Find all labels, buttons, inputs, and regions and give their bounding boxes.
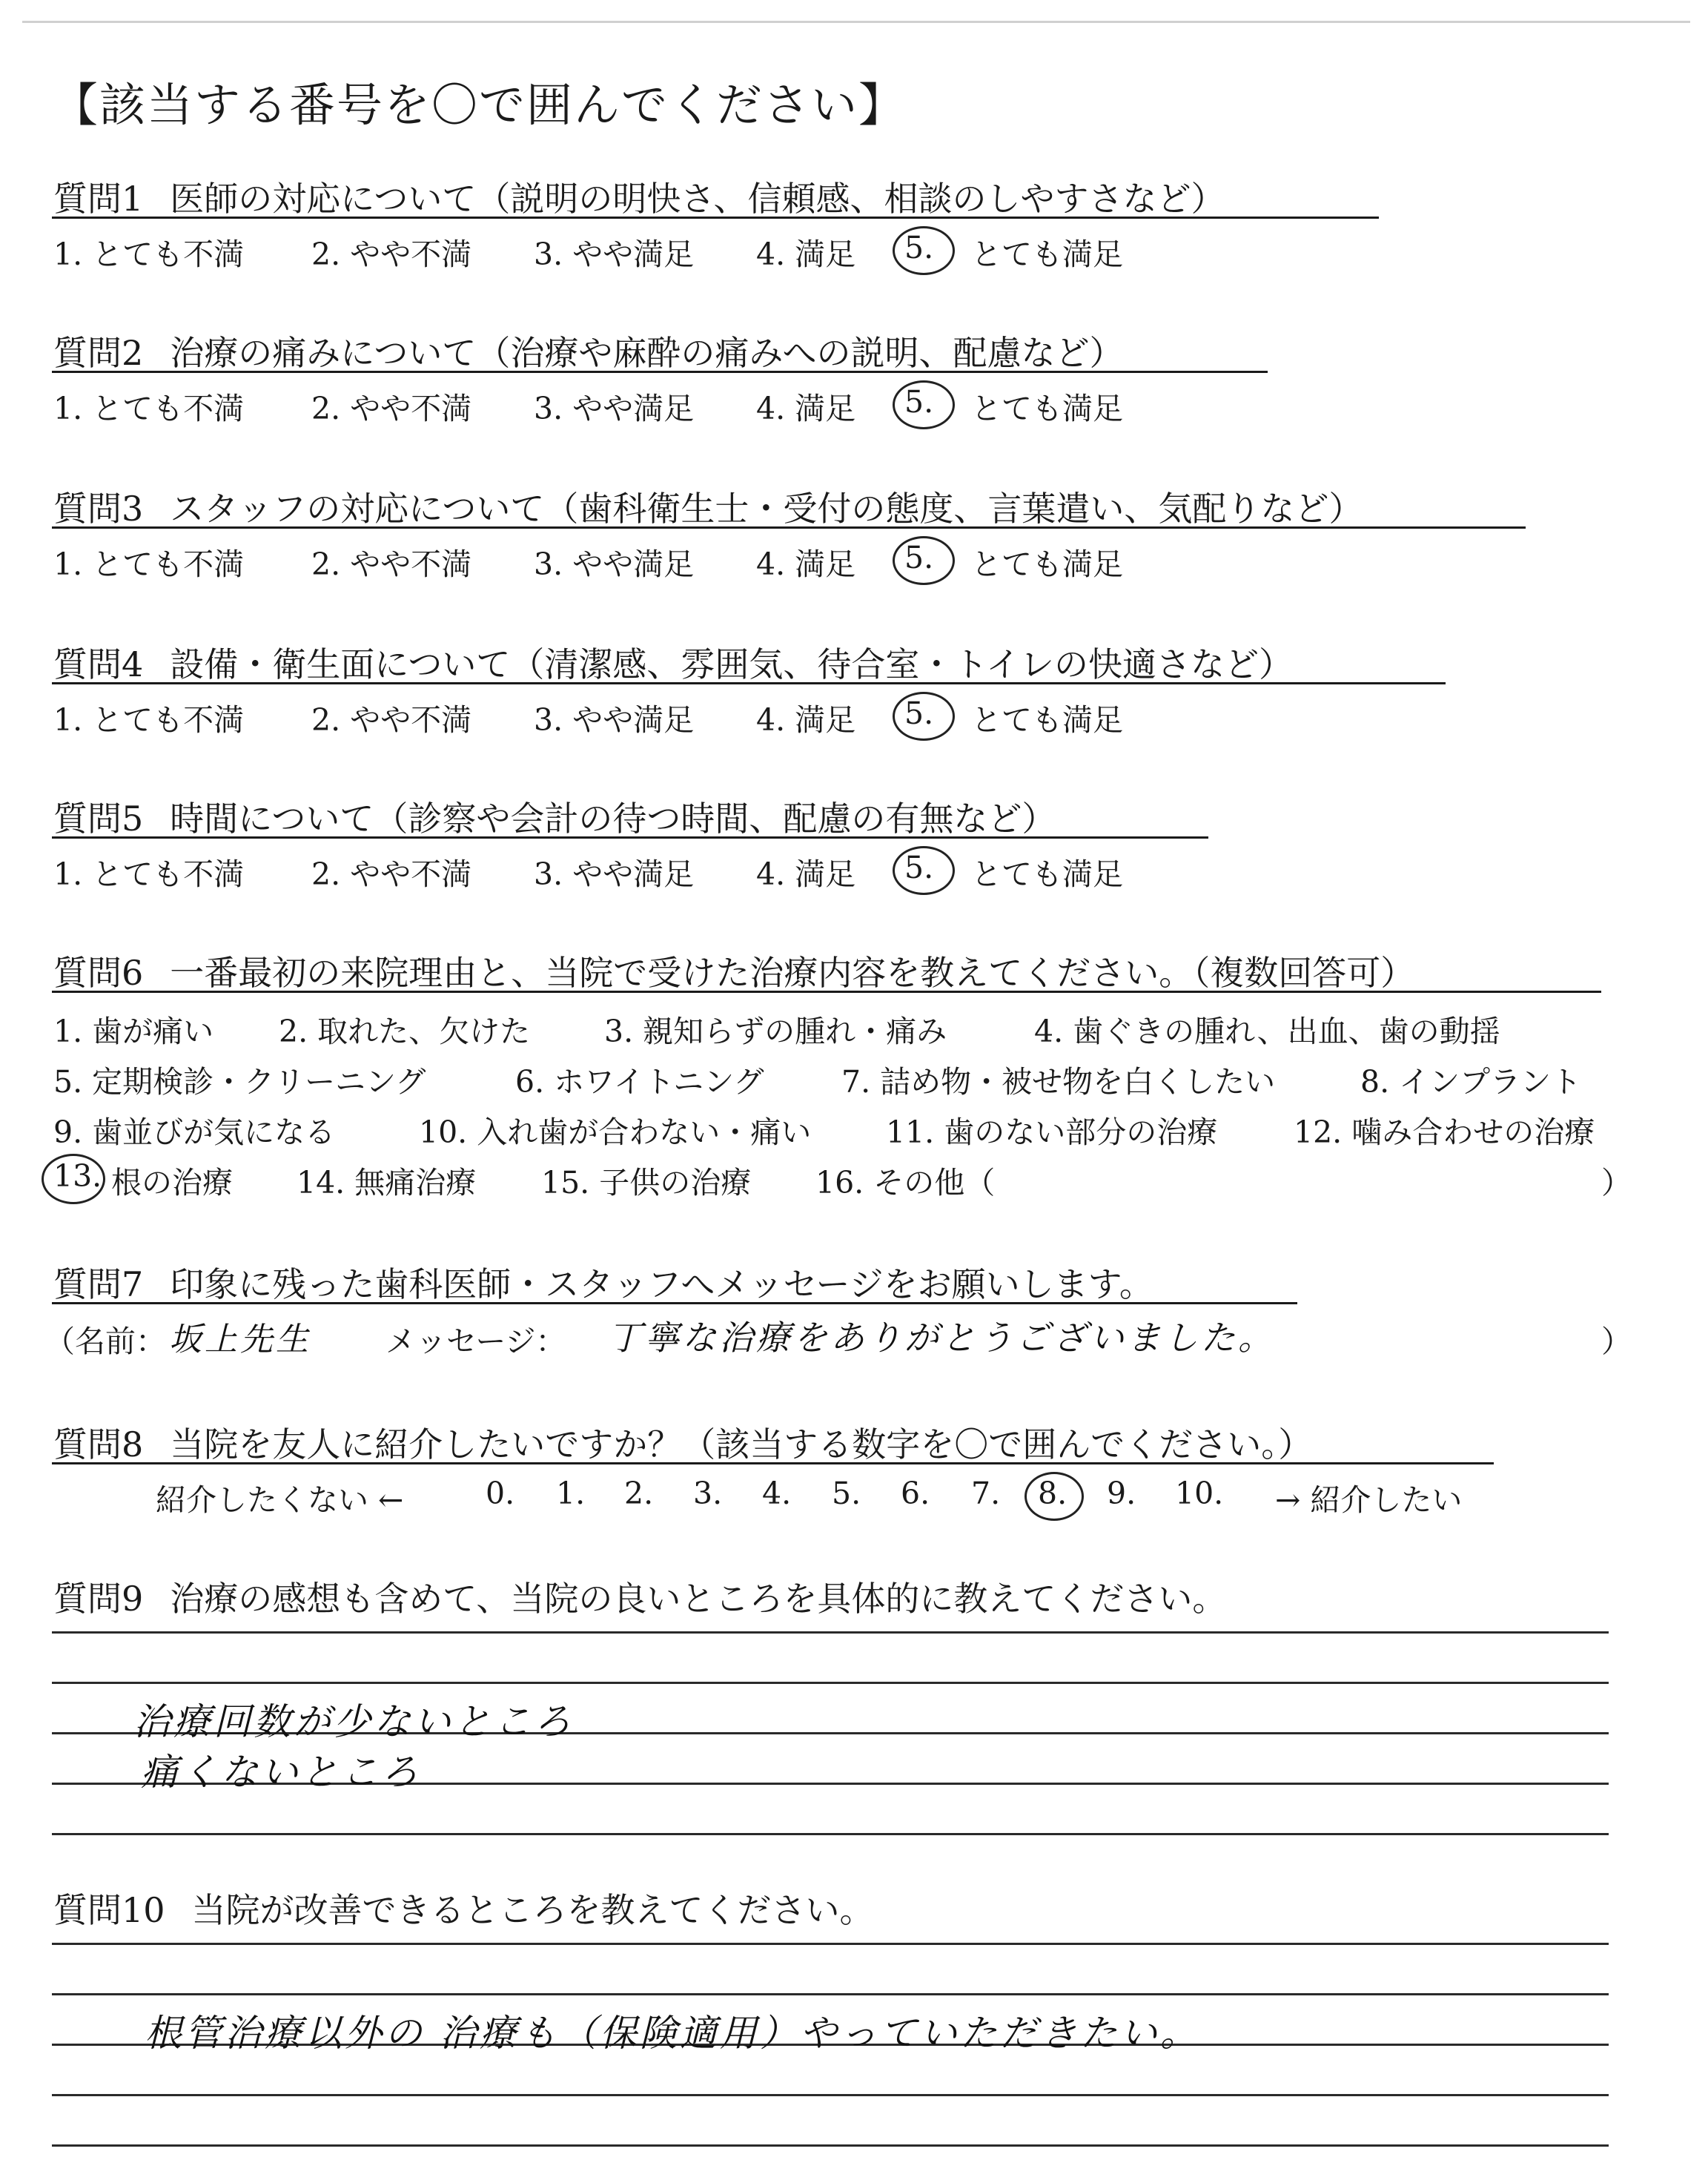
q2-option-4[interactable]: 4. 満足 [756, 391, 856, 426]
q2-option-1[interactable]: 1. とても不満 [53, 391, 245, 426]
q3-option-1[interactable]: 1. とても不満 [53, 546, 245, 582]
q10-answer-line-2 [52, 1993, 1609, 1995]
q6-option-3[interactable]: 3. 親知らずの腫れ・痛み [604, 1014, 947, 1049]
q7-name-handwritten[interactable]: 坂上先生 [169, 1321, 311, 1358]
q7-close-paren: ） [1601, 1324, 1632, 1359]
q10-answer-handwritten-1[interactable]: 根管治療以外の 治療も（保険適用）やっていただきたい。 [145, 2012, 1200, 2055]
question-2-text: 治療の痛みについて（治療や麻酔の痛みへの説明、配慮など） [170, 333, 1124, 373]
q1-option-4[interactable]: 4. 満足 [756, 237, 856, 272]
q7-message-label: メッセージ： [385, 1324, 566, 1359]
q5-option-4[interactable]: 4. 満足 [756, 856, 856, 892]
q2-selected-circle [893, 380, 955, 429]
q6-option-15[interactable]: 15. 子供の治療 [541, 1165, 752, 1200]
question-10-title [53, 1883, 874, 1932]
question-9-label: 質問9 [53, 1579, 144, 1619]
question-6-underline [52, 991, 1601, 993]
q4-selected-circle [893, 692, 955, 741]
q8-scale-9[interactable]: 9. [1107, 1476, 1136, 1511]
q8-scale-3[interactable]: 3. [693, 1476, 723, 1511]
q1-option-5[interactable]: 5. [904, 230, 934, 265]
q2-option-2[interactable]: 2. やや不満 [311, 391, 472, 426]
page-header: 【該当する番号を〇で囲んでください】 [52, 78, 907, 132]
question-10-label: 質問10 [53, 1890, 165, 1930]
q6-option-5[interactable]: 5. 定期検診・クリーニング [53, 1064, 426, 1100]
question-2-title [53, 326, 1123, 375]
question-7-underline [52, 1302, 1297, 1304]
q3-option-5[interactable]: 5. [904, 540, 934, 575]
question-8-underline [52, 1462, 1494, 1464]
q8-scale-8[interactable]: 8. [1038, 1476, 1068, 1511]
q5-option-5[interactable]: 5. [904, 850, 934, 885]
q4-option-3[interactable]: 3. やや満足 [534, 702, 695, 738]
question-3-label: 質問3 [53, 489, 144, 529]
q5-option-2[interactable]: 2. やや不満 [311, 856, 472, 892]
q6-option-1[interactable]: 1. 歯が痛い [53, 1014, 214, 1049]
q6-option-4[interactable]: 4. 歯ぐきの腫れ、出血、歯の動揺 [1034, 1014, 1500, 1049]
q8-scale-7[interactable]: 7. [971, 1476, 1001, 1511]
question-7-text: 印象に残った歯科医師・スタッフへメッセージをお願いします。 [170, 1264, 1153, 1304]
q8-scale-1[interactable]: 1. [556, 1476, 586, 1511]
q5-selected-circle [893, 846, 955, 895]
q8-scale-4[interactable]: 4. [762, 1476, 792, 1511]
q5-option-1[interactable]: 1. とても不満 [53, 856, 245, 892]
question-7-title [53, 1258, 1153, 1307]
q2-option-5-label: とても満足 [971, 391, 1123, 426]
q10-answer-line-4 [52, 2094, 1609, 2096]
question-1-underline [52, 217, 1379, 219]
question-3-underline [52, 526, 1526, 529]
question-8-text: 当院を友人に紹介したいですか？（該当する数字を〇で囲んでください。） [170, 1424, 1313, 1464]
question-6-label: 質問6 [53, 953, 144, 993]
q1-option-5-label: とても満足 [971, 237, 1123, 272]
q5-option-5-label: とても満足 [971, 856, 1123, 892]
question-9-text: 治療の感想も含めて、当院の良いところを具体的に教えてください。 [170, 1579, 1227, 1619]
q2-option-3[interactable]: 3. やや満足 [534, 391, 695, 426]
q6-selected-circle [42, 1154, 105, 1204]
q6-option-6[interactable]: 6. ホワイトニング [515, 1064, 764, 1100]
question-2-label: 質問2 [53, 333, 144, 373]
question-4-underline [52, 682, 1446, 684]
question-2-underline [52, 371, 1268, 373]
question-8-title [53, 1418, 1312, 1467]
question-5-text: 時間について（診察や会計の待つ時間、配慮の有無など） [170, 799, 1056, 839]
q6-option-16-close: ） [1601, 1165, 1632, 1200]
question-5-label: 質問5 [53, 799, 144, 839]
q4-option-2[interactable]: 2. やや不満 [311, 702, 472, 738]
q6-option-8[interactable]: 8. インプラント [1360, 1064, 1582, 1100]
q1-selected-circle [893, 226, 955, 275]
q4-option-4[interactable]: 4. 満足 [756, 702, 856, 738]
q5-option-3[interactable]: 3. やや満足 [534, 856, 695, 892]
question-9-title [53, 1572, 1226, 1621]
q6-option-13[interactable]: 13. [53, 1158, 102, 1194]
q6-option-16[interactable]: 16. その他（ [815, 1165, 996, 1200]
q3-option-5-label: とても満足 [971, 546, 1123, 582]
q9-answer-line-2 [52, 1682, 1609, 1684]
question-1-text: 医師の対応について（説明の明快さ、信頼感、相談のしやすさなど） [170, 179, 1225, 219]
q8-scale-6[interactable]: 6. [901, 1476, 930, 1511]
q6-option-11[interactable]: 11. 歯のない部分の治療 [886, 1114, 1218, 1150]
q8-selected-circle [1025, 1472, 1084, 1521]
question-4-label: 質問4 [53, 644, 144, 684]
q3-option-3[interactable]: 3. やや満足 [534, 546, 695, 582]
question-4-title [53, 638, 1293, 687]
question-8-label: 質問8 [53, 1424, 144, 1464]
q6-option-13-label: 根の治療 [111, 1165, 233, 1200]
q6-option-9[interactable]: 9. 歯並びが気になる [53, 1114, 336, 1150]
q9-answer-handwritten-2[interactable]: 痛くないところ [141, 1751, 421, 1794]
q8-right-label: → 紹介したい [1275, 1482, 1463, 1518]
q1-option-3[interactable]: 3. やや満足 [534, 237, 695, 272]
question-7-label: 質問7 [53, 1264, 144, 1304]
question-4-text: 設備・衛生面について（清潔感、雰囲気、待合室・トイレの快適さなど） [170, 644, 1294, 684]
q4-option-5-label: とても満足 [971, 702, 1123, 738]
q8-scale-5[interactable]: 5. [832, 1476, 861, 1511]
q3-option-2[interactable]: 2. やや不満 [311, 546, 472, 582]
question-1-title [53, 172, 1225, 221]
q3-selected-circle [893, 536, 955, 585]
question-3-title [53, 482, 1363, 531]
q3-option-4[interactable]: 4. 満足 [756, 546, 856, 582]
question-1-label: 質問1 [53, 179, 144, 219]
q10-answer-line-5 [52, 2144, 1609, 2147]
q6-option-10[interactable]: 10. 入れ歯が合わない・痛い [419, 1114, 812, 1150]
question-5-title [53, 792, 1056, 841]
q9-answer-line-1 [52, 1631, 1609, 1634]
q6-option-14[interactable]: 14. 無痛治療 [297, 1165, 477, 1200]
q4-option-1[interactable]: 1. とても不満 [53, 702, 245, 738]
top-border [22, 21, 1690, 23]
q4-option-5[interactable]: 5. [904, 696, 934, 731]
q6-option-12[interactable]: 12. 噛み合わせの治療 [1294, 1114, 1595, 1150]
q8-left-label: 紹介したくない ← [156, 1482, 404, 1518]
q6-option-7[interactable]: 7. 詰め物・被せ物を白くしたい [841, 1064, 1276, 1100]
q2-option-5[interactable]: 5. [904, 384, 934, 420]
q8-scale-10[interactable]: 10. [1175, 1476, 1224, 1511]
q8-scale-2[interactable]: 2. [624, 1476, 654, 1511]
question-3-text: スタッフの対応について（歯科衛生士・受付の態度、言葉遣い、気配りなど） [170, 489, 1363, 529]
q10-answer-line-1 [52, 1943, 1609, 1945]
q9-answer-line-5 [52, 1833, 1609, 1835]
question-5-underline [52, 836, 1208, 839]
question-6-title [53, 946, 1414, 995]
q7-name-label: （名前： [44, 1324, 166, 1359]
q1-option-1[interactable]: 1. とても不満 [53, 237, 245, 272]
q7-message-handwritten[interactable]: 丁寧な治療をありがとうございました。 [608, 1318, 1275, 1358]
q8-scale-0[interactable]: 0. [486, 1476, 515, 1511]
question-6-text: 一番最初の来院理由と、当院で受けた治療内容を教えてください。（複数回答可） [170, 953, 1415, 993]
q9-answer-handwritten-1[interactable]: 治療回数が少ないところ [133, 1700, 574, 1743]
question-10-text: 当院が改善できるところを教えてください。 [191, 1890, 874, 1930]
q1-option-2[interactable]: 2. やや不満 [311, 237, 472, 272]
q6-option-2[interactable]: 2. 取れた、欠けた [279, 1014, 531, 1049]
